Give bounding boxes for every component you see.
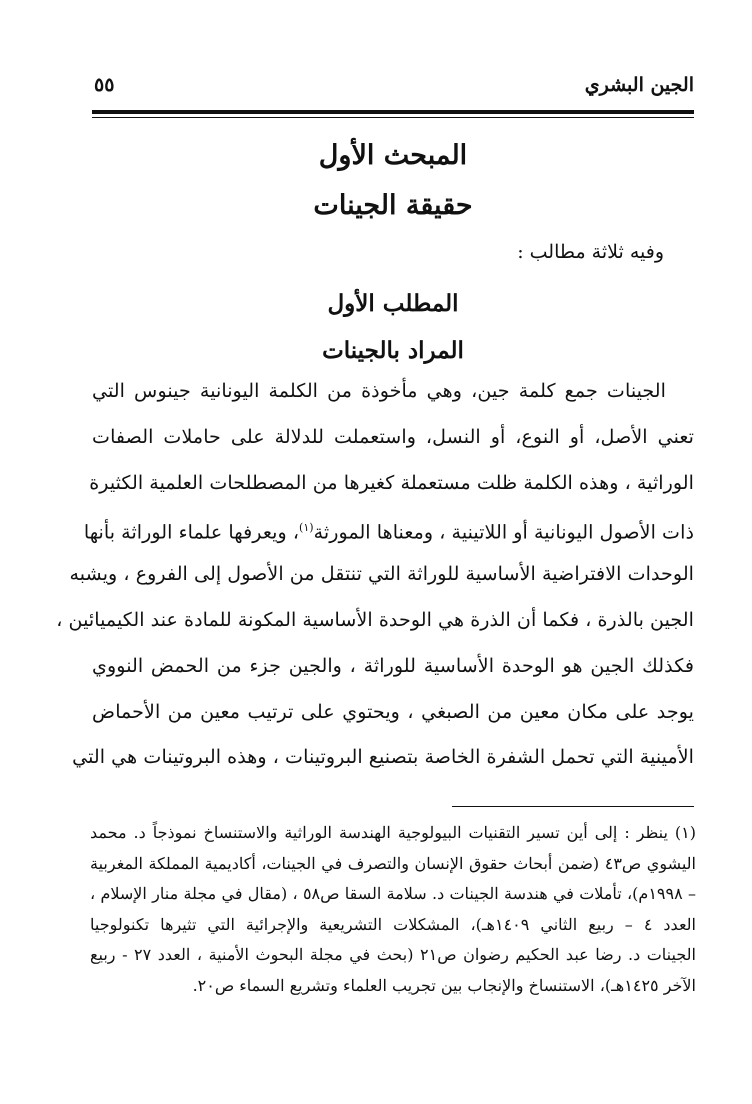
footnote-ref-1[interactable]: (١) <box>299 521 314 535</box>
header-rule-thick <box>92 110 694 114</box>
body-line-6: الجين بالذرة ، فكما أن الذرة هي الوحدة الأساسية المكونة للمادة عند الكيميائين ، <box>56 607 694 631</box>
footnote-line-1: (١) ينظر : إلى أين تسير التقنيات البيولوجية الهندسة الوراثية والاستنساخ نموذجاً د. محمد <box>90 823 696 842</box>
chapter-heading: المبحث الأول <box>318 140 468 171</box>
page-number: ٥٥ <box>94 74 115 96</box>
running-title: الجين البشري <box>584 74 694 96</box>
body-line-9: الأمينية التي تحمل الشفرة الخاصة بتصنيع البروتينات ، وهذه البروتينات هي التي <box>72 745 694 769</box>
body-line-5: الوحدات الافتراضية الأساسية للوراثة التي تنتقل من الأصول إلى الفروع ، ويشبه <box>69 562 694 586</box>
chapter-title: حقيقة الجينات <box>313 190 473 221</box>
body-line-1: الجينات جمع كلمة جين، وهي مأخوذة من الكلمة اليونانية جينوس التي <box>92 379 666 402</box>
body-line-8: يوجد على مكان معين من الصبغي ، ويحتوي على ترتيب معين من الأحماض <box>92 699 694 723</box>
footnotes <box>90 820 696 1003</box>
body-line-2: تعني الأصل، أو النوع، أو النسل، واستعملت للدلالة على حاملات الصفات <box>92 424 694 448</box>
section-title: المراد بالجينات <box>322 337 464 364</box>
body-line-4-after: ، ويعرفها علماء الوراثة بأنها <box>83 520 300 544</box>
header-rule-thin <box>92 117 694 118</box>
section-heading: المطلب الأول <box>327 290 459 317</box>
footnote-separator <box>452 806 694 807</box>
body-line-4 <box>83 513 694 559</box>
page-header <box>92 74 694 104</box>
body-line-4-before: ذات الأصول اليونانية أو اللاتينية ، ومعناها المورثة <box>313 520 694 544</box>
body-text <box>56 376 694 788</box>
footnote-line-4: العدد ٤ – ربيع الثاني ١٤٠٩هـ)، المشكلات التشريعية والإجرائية التي تثيرها تكنولوجيا <box>90 914 696 934</box>
footnote-line-2: اليشوي ص٤٣ (ضمن أبحاث حقوق الإنسان والتصرف في الجينات، أكاديمية المملكة المغربية <box>90 853 697 873</box>
body-line-7: فكذلك الجين هو الوحدة الأساسية للوراثة ، والجين جزء من الحمض النووي <box>92 653 694 677</box>
body-line-3: الوراثية ، وهذه الكلمة ظلت مستعملة كغيرها من المصطلحات العلمية الكثيرة <box>89 470 694 494</box>
footnote-line-6: الآخر ١٤٢٥هـ)، الاستنساخ والإنجاب بين تجريب العلماء وتشريع السماء ص٢٠. <box>192 975 696 995</box>
footnote-line-5: الجينات د. رضا عبد الحكيم رضوان ص٢١ (بحث في مجلة البحوث الأمنية ، العدد ٢٧ - ربيع <box>90 945 696 964</box>
intro-line: وفيه ثلاثة مطالب : <box>517 241 664 263</box>
footnote-line-3: – ١٩٩٨م)، تأملات في هندسة الجينات د. سلامة السقا ص٥٨ ، (مقال في مجلة منار الإسلام ، <box>90 884 696 903</box>
